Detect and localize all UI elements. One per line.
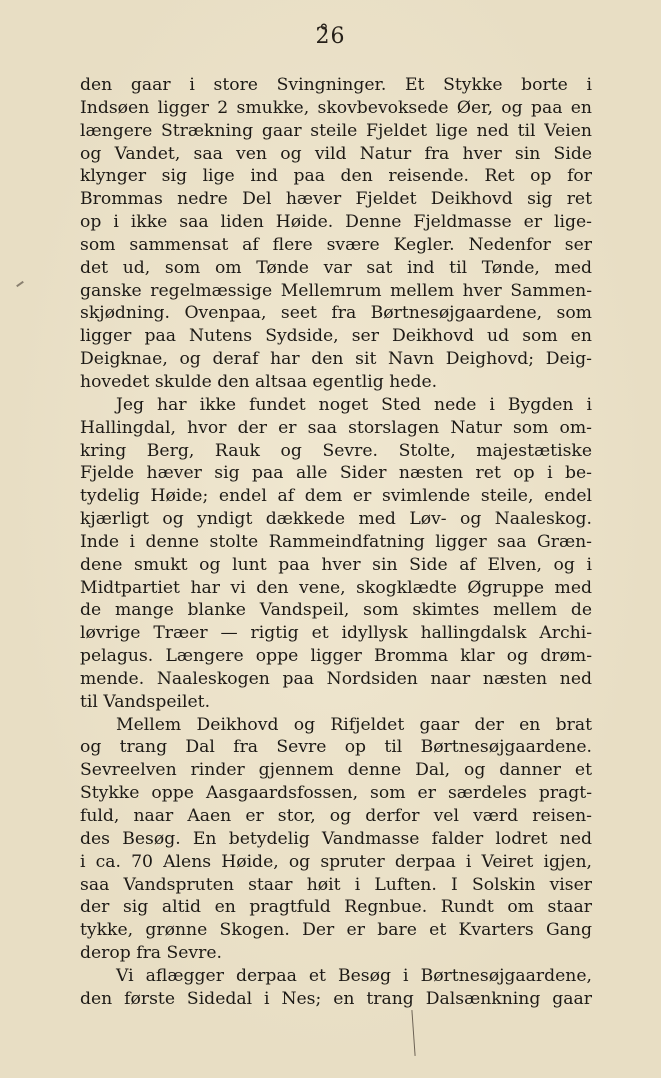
text-line: Mellem Deikhovd og Rifjeldet gaar der en brat [116, 714, 592, 735]
text-line: der sig altid en pragtfuld Regnbue. Rundt om staar [80, 897, 592, 918]
text-line: og Vandet, saa ven og vild Natur fra hver sin Side [80, 143, 592, 164]
text-line: til Vandspeilet. [80, 691, 211, 712]
text-line: pelagus. Længere oppe ligger Bromma klar og drøm- [80, 646, 592, 667]
text-line: skjødning. Ovenpaa, seet fra Børtnesøjgaardene, som [80, 303, 592, 324]
text-line: længere Strækning gaar steile Fjeldet lige ned til Veien [80, 120, 592, 141]
text-line: det ud, som om Tønde var sat ind til Tønde, med [80, 257, 592, 278]
text-line: Inde i denne stolte Rammeindfatning ligger saa Græn- [80, 531, 592, 552]
page-number: 2̊6 [315, 24, 346, 49]
text-line: Brommas nedre Del hæver Fjeldet Deikhovd sig ret [80, 189, 592, 210]
text-line: ligger paa Nutens Sydside, ser Deikhovd ud som en [80, 326, 592, 347]
text-line: tykke, grønne Skogen. Der er bare et Kvarters Gang [80, 920, 592, 941]
text-line: dene smukt og lunt paa hver sin Side af Elven, og i [80, 554, 592, 575]
text-line: den gaar i store Svingninger. Et Stykke borte i [80, 75, 592, 95]
text-line: Midtpartiet har vi den vene, skogklædte Øgruppe med [80, 577, 592, 598]
text-line: mende. Naaleskogen paa Nordsiden naar næsten ned [80, 668, 592, 689]
text-line: klynger sig lige ind paa den reisende. Ret op for [80, 166, 592, 187]
text-line: Jeg har ikke fundet noget Sted nede i Bygden i [116, 394, 592, 415]
text-line: Vi aflægger derpaa et Besøg i Børtnesøjgaardene, [116, 965, 592, 986]
text-line: de mange blanke Vandspeil, som skimtes mellem de [80, 600, 592, 621]
pencil-stroke [411, 1010, 415, 1056]
text-line: som sammensat af flere svære Kegler. Nedenfor ser [80, 234, 592, 255]
text-line: Hallingdal, hvor der er saa storslagen Natur som om- [80, 417, 592, 438]
text-line: fuld, naar Aaen er stor, og derfor vel værd reisen- [80, 806, 592, 826]
text-line: des Besøg. En betydelig Vandmasse falder lodret ned [80, 828, 592, 849]
text-line: kring Berg, Rauk og Sevre. Stolte, majestætiske [80, 440, 592, 461]
text-line: tydelig Høide; endel af dem er svimlende steile, endel [80, 486, 592, 507]
text-line: Indsøen ligger 2 smukke, skovbevoksede Øer, og paa en [80, 97, 592, 118]
text-line: og trang Dal fra Sevre op til Børtnesøjgaardene. [80, 737, 592, 758]
text-line: ganske regelmæssige Mellemrum mellem hver Sammen- [80, 280, 592, 301]
margin-pencil-mark [16, 281, 24, 287]
text-line: saa Vandspruten staar høit i Luften. I Solskin viser [80, 874, 592, 895]
body-text [80, 74, 592, 1011]
text-line: Sevreelven rinder gjennem denne Dal, og danner et [80, 760, 592, 781]
text-line: kjærligt og yndigt dækkede med Løv- og Naaleskog. [80, 509, 592, 530]
text-line: op i ikke saa liden Høide. Denne Fjeldmasse er lige- [80, 212, 592, 233]
text-line: Stykke oppe Aasgaardsfossen, som er særdeles pragt- [80, 783, 592, 804]
text-line: løvrige Træer — rigtig et idyllysk hallingdalsk Archi- [80, 623, 592, 644]
text-line: Fjelde hæver sig paa alle Sider næsten ret op i be- [80, 463, 592, 484]
text-line: i ca. 70 Alens Høide, og spruter derpaa i Veiret igjen, [80, 851, 592, 872]
text-line: Deigknae, og deraf har den sit Navn Deighovd; Deig- [80, 349, 592, 370]
text-line: derop fra Sevre. [80, 943, 222, 964]
text-line: hovedet skulde den altsaa egentlig hede. [80, 371, 438, 392]
text-line: den første Sidedal i Nes; en trang Dalsænkning gaar [80, 988, 592, 1009]
